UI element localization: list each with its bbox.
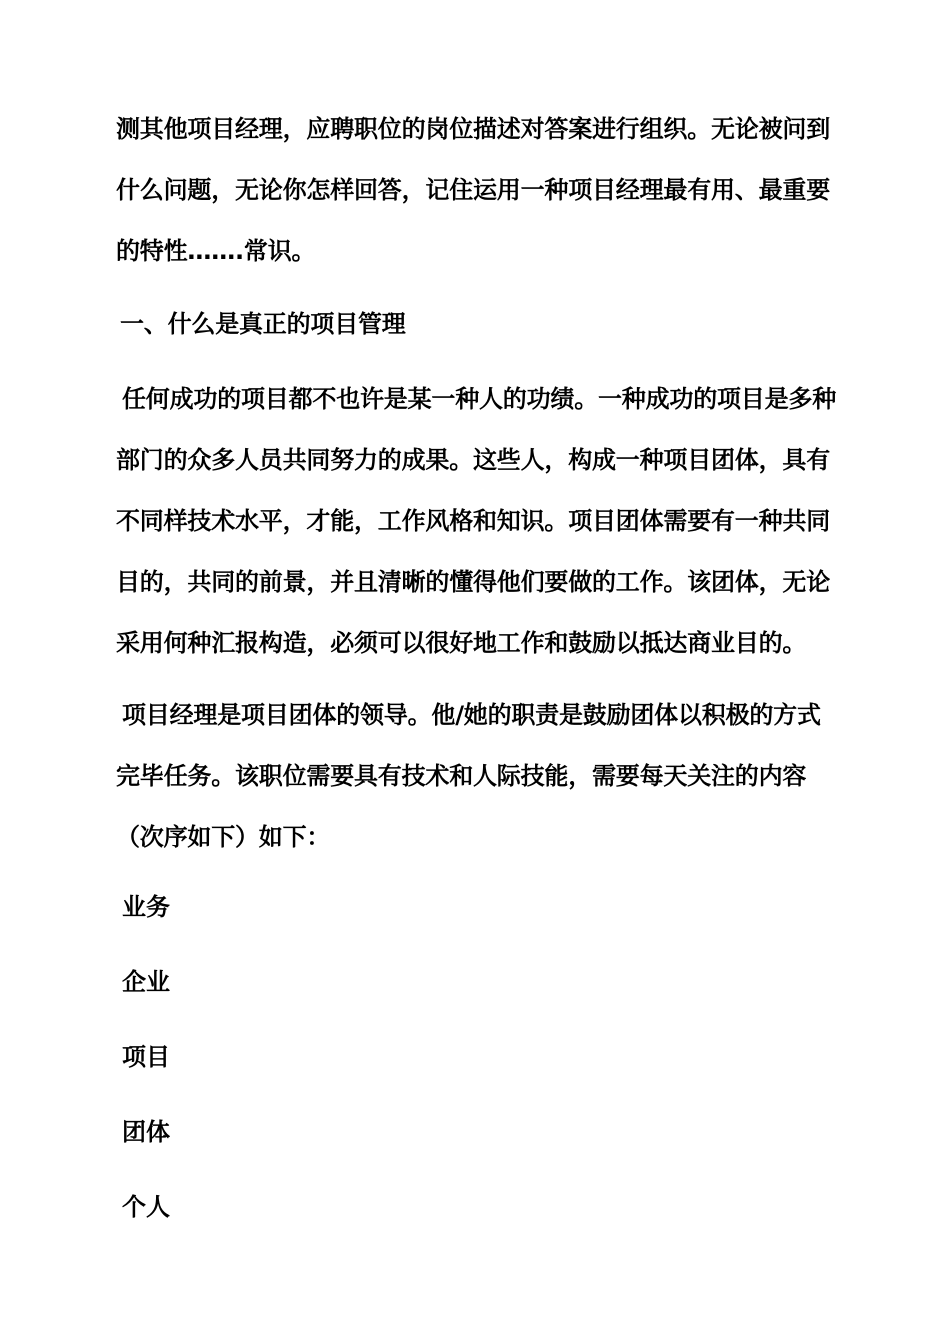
priority-list	[122, 877, 170, 1252]
paragraph-project-manager-role: 项目经理是项目团体的领导。他/她的职责是鼓励团体以积极的方式完毕任务。该职位需要具有技术和人际技能，需要每天关注的内容（次序如下）如下：	[116, 701, 821, 851]
list-item: 项目	[122, 1043, 170, 1071]
paragraph-team-success: 任何成功的项目都不也许是某一种人的功绩。一种成功的项目是多种部门的众多人员共同努力的成果。这些人，构成一种项目团体，具有不同样技术水平，才能，工作风格和知识。项目团体需要有一种共同目的，共同的前景，并且清晰的懂得他们要做的工作。该团体，无论采用何种汇报构造，必须可以很好地工作和鼓励以抵达商业目的。	[116, 385, 836, 657]
list-item: 团体	[122, 1118, 170, 1146]
list-item: 企业	[122, 968, 170, 996]
list-item: 业务	[122, 893, 170, 921]
list-item: 个人	[122, 1193, 170, 1221]
paragraph-intro: 测其他项目经理，应聘职位的岗位描述对答案进行组织。无论被问到什么问题，无论你怎样回答，记住运用一种项目经理最有用、最重要的特性…….常识。	[116, 115, 830, 265]
section-heading: 一、什么是真正的项目管理	[120, 310, 406, 338]
